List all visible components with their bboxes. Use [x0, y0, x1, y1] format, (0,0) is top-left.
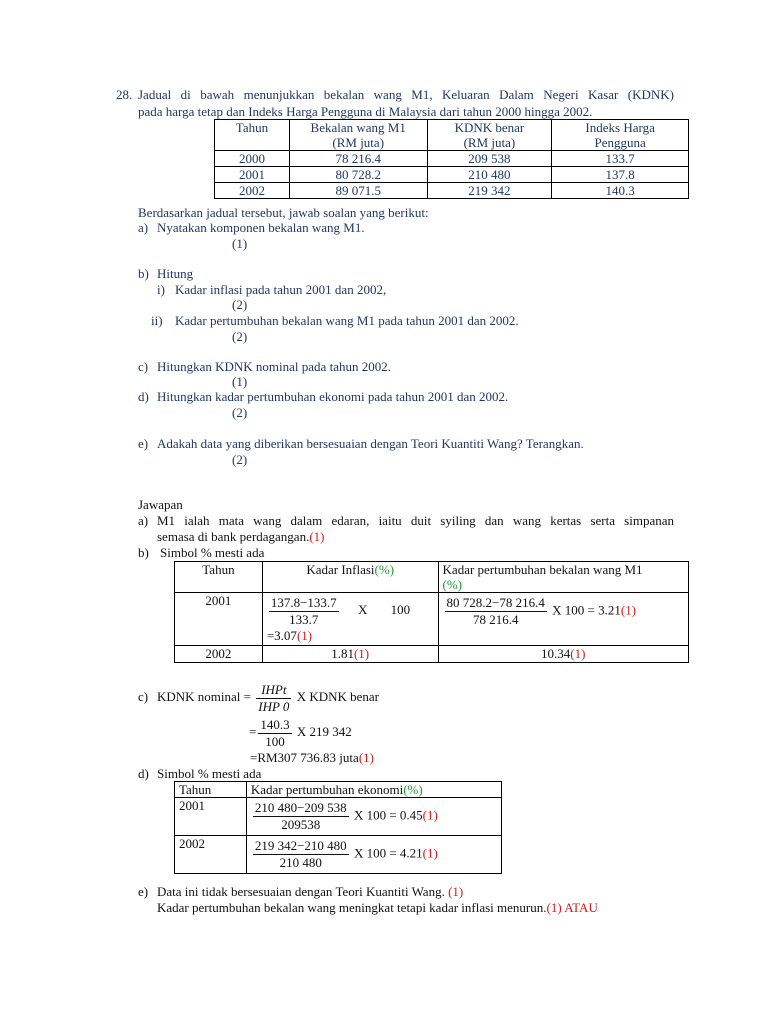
- fraction: $\frac{210 480-209 538}{209538}$: [254, 800, 347, 832]
- table-cell: 2002: [175, 836, 247, 874]
- question-line-1: Jadual di bawah menunjukkan bekalan wang M1, Keluaran Dalam Negeri Kasar (KDNK): [138, 87, 674, 102]
- part-bi-label: i): [157, 282, 165, 297]
- part-b-text: Hitung: [157, 266, 194, 281]
- table-row: [175, 798, 502, 836]
- growth-table: [174, 781, 502, 874]
- table-cell: 10.34(1): [438, 646, 688, 663]
- part-bii-marks: (2): [232, 329, 248, 344]
- part-c-label: c): [138, 359, 149, 374]
- answer-a-label: a): [138, 513, 149, 528]
- answer-c-label: c): [138, 689, 149, 704]
- answer-b-note: Simbol % mesti ada: [160, 545, 265, 560]
- table-row: [175, 646, 689, 663]
- table-cell: 78 216.4: [289, 151, 427, 167]
- fraction: $\frac{219 342-210 480}{210 480}$: [254, 838, 347, 870]
- table-header-row: [215, 120, 689, 151]
- header-cell: KDNK benar (RM juta): [427, 120, 552, 151]
- table-cell: 2001: [215, 167, 290, 183]
- answer-c-formula: KDNK nominal = $\frac{\text{IHPt}}{\text{IHP 0}}$ X KDNK benar: [157, 681, 379, 714]
- data-table: [214, 119, 689, 199]
- table-row: [175, 836, 502, 874]
- answer-heading: Jawapan: [138, 497, 183, 512]
- part-a-marks: (1): [232, 236, 248, 251]
- table-cell: 219 342: [427, 183, 552, 199]
- table-cell: 140.3: [552, 183, 689, 199]
- header-cell: Indeks Harga Pengguna: [552, 120, 689, 151]
- part-d-marks: (2): [232, 405, 248, 420]
- table-cell: 2002: [215, 183, 290, 199]
- header-cell: Kadar Inflasi(%): [262, 562, 438, 593]
- part-a-label: a): [138, 220, 149, 235]
- part-d-text: Hitungkan kadar pertumbuhan ekonomi pada tahun 2001 dan 2002.: [157, 389, 509, 404]
- table-cell: 2001: [175, 593, 263, 646]
- table-cell: 2000: [215, 151, 290, 167]
- inflation-2001-cell: $\frac{137.8-133.7}{133.7}$ X 100 =3.07(1): [262, 593, 438, 646]
- part-e-label: e): [138, 436, 149, 451]
- table-cell: 2001: [175, 798, 247, 836]
- header-cell: Tahun: [175, 782, 247, 798]
- fraction: $\frac{140.3}{100}$: [260, 716, 290, 749]
- table-row: [175, 593, 689, 646]
- table-cell: 137.8: [552, 167, 689, 183]
- header-cell: Tahun: [215, 120, 290, 151]
- part-c-text: Hitungkan KDNK nominal pada tahun 2002.: [157, 359, 391, 374]
- table-row: [215, 183, 689, 199]
- table-cell: 1.81(1): [262, 646, 438, 663]
- table-cell: 209 538: [427, 151, 552, 167]
- inflation-table: [174, 561, 689, 663]
- table-cell: 89 071.5: [289, 183, 427, 199]
- table-header-row: [175, 782, 502, 798]
- part-c-marks: (1): [232, 374, 248, 389]
- answer-a-line-2: semasa di bank perdagangan.(1): [157, 529, 325, 544]
- part-bi-marks: (2): [232, 297, 248, 312]
- fraction: $\frac{\text{IHPt}}{\text{IHP 0}}$: [258, 681, 290, 714]
- answer-a-line-1: M1 ialah mata wang dalam edaran, iaitu duit syiling dan wang kertas serta simpanan: [157, 513, 674, 528]
- header-cell: Kadar pertumbuhan bekalan wang M1 (%): [438, 562, 688, 593]
- table-row: [215, 167, 689, 183]
- fraction: $\frac{137.8-133.7}{133.7}$: [270, 595, 337, 627]
- part-e-text: Adakah data yang diberikan bersesuaian dengan Teori Kuantiti Wang? Terangkan.: [157, 436, 584, 451]
- fraction: $\frac{80 728.2-78 216.4}{78 216.4}$: [446, 595, 545, 627]
- answer-d-note: Simbol % mesti ada: [157, 766, 262, 781]
- table-cell: 80 728.2: [289, 167, 427, 183]
- answer-c-result: =RM307 736.83 juta(1): [250, 750, 374, 765]
- part-e-marks: (2): [232, 452, 248, 467]
- answer-e-label: e): [138, 884, 149, 899]
- part-bii-label: ii): [151, 313, 163, 328]
- header-cell: Kadar pertumbuhan ekonomi(%): [246, 782, 501, 798]
- answer-e-line-2: Kadar pertumbuhan bekalan wang meningkat tetapi kadar inflasi menurun.(1) ATAU: [157, 900, 598, 915]
- part-bi-text: Kadar inflasi pada tahun 2001 dan 2002,: [175, 282, 387, 297]
- part-b-label: b): [138, 266, 149, 281]
- table-cell: 210 480: [427, 167, 552, 183]
- question-number: 28.: [116, 87, 133, 102]
- table-row: [215, 151, 689, 167]
- growth-2002-cell: $\frac{219 342-210 480}{210 480}$ X 100 = 4.21(1): [246, 836, 501, 874]
- part-d-label: d): [138, 389, 149, 404]
- table-cell: 2002: [175, 646, 263, 663]
- instructions: Berdasarkan jadual tersebut, jawab soalan yang berikut:: [138, 205, 429, 220]
- part-a-text: Nyatakan komponen bekalan wang M1.: [157, 220, 365, 235]
- answer-b-label: b): [138, 545, 149, 560]
- part-bii-text: Kadar pertumbuhan bekalan wang M1 pada tahun 2001 dan 2002.: [175, 313, 519, 328]
- header-cell: Tahun: [175, 562, 263, 593]
- growth-2001-cell: $\frac{210 480-209 538}{209538}$ X 100 = 0.45(1): [246, 798, 501, 836]
- answer-d-label: d): [138, 766, 149, 781]
- table-cell: 133.7: [552, 151, 689, 167]
- answer-e-line-1: Data ini tidak bersesuaian dengan Teori Kuantiti Wang. (1): [157, 884, 464, 899]
- header-cell: Bekalan wang M1 (RM juta): [289, 120, 427, 151]
- table-header-row: [175, 562, 689, 593]
- m1-growth-2001-cell: $\frac{80 728.2-78 216.4}{78 216.4}$ X 100 = 3.21(1): [438, 593, 688, 646]
- question-line-2: pada harga tetap dan Indeks Harga Pengguna di Malaysia dari tahun 2000 hingga 2002.: [138, 104, 593, 119]
- answer-c-substitution: = $\frac{140.3}{100}$ X 219 342: [249, 716, 352, 749]
